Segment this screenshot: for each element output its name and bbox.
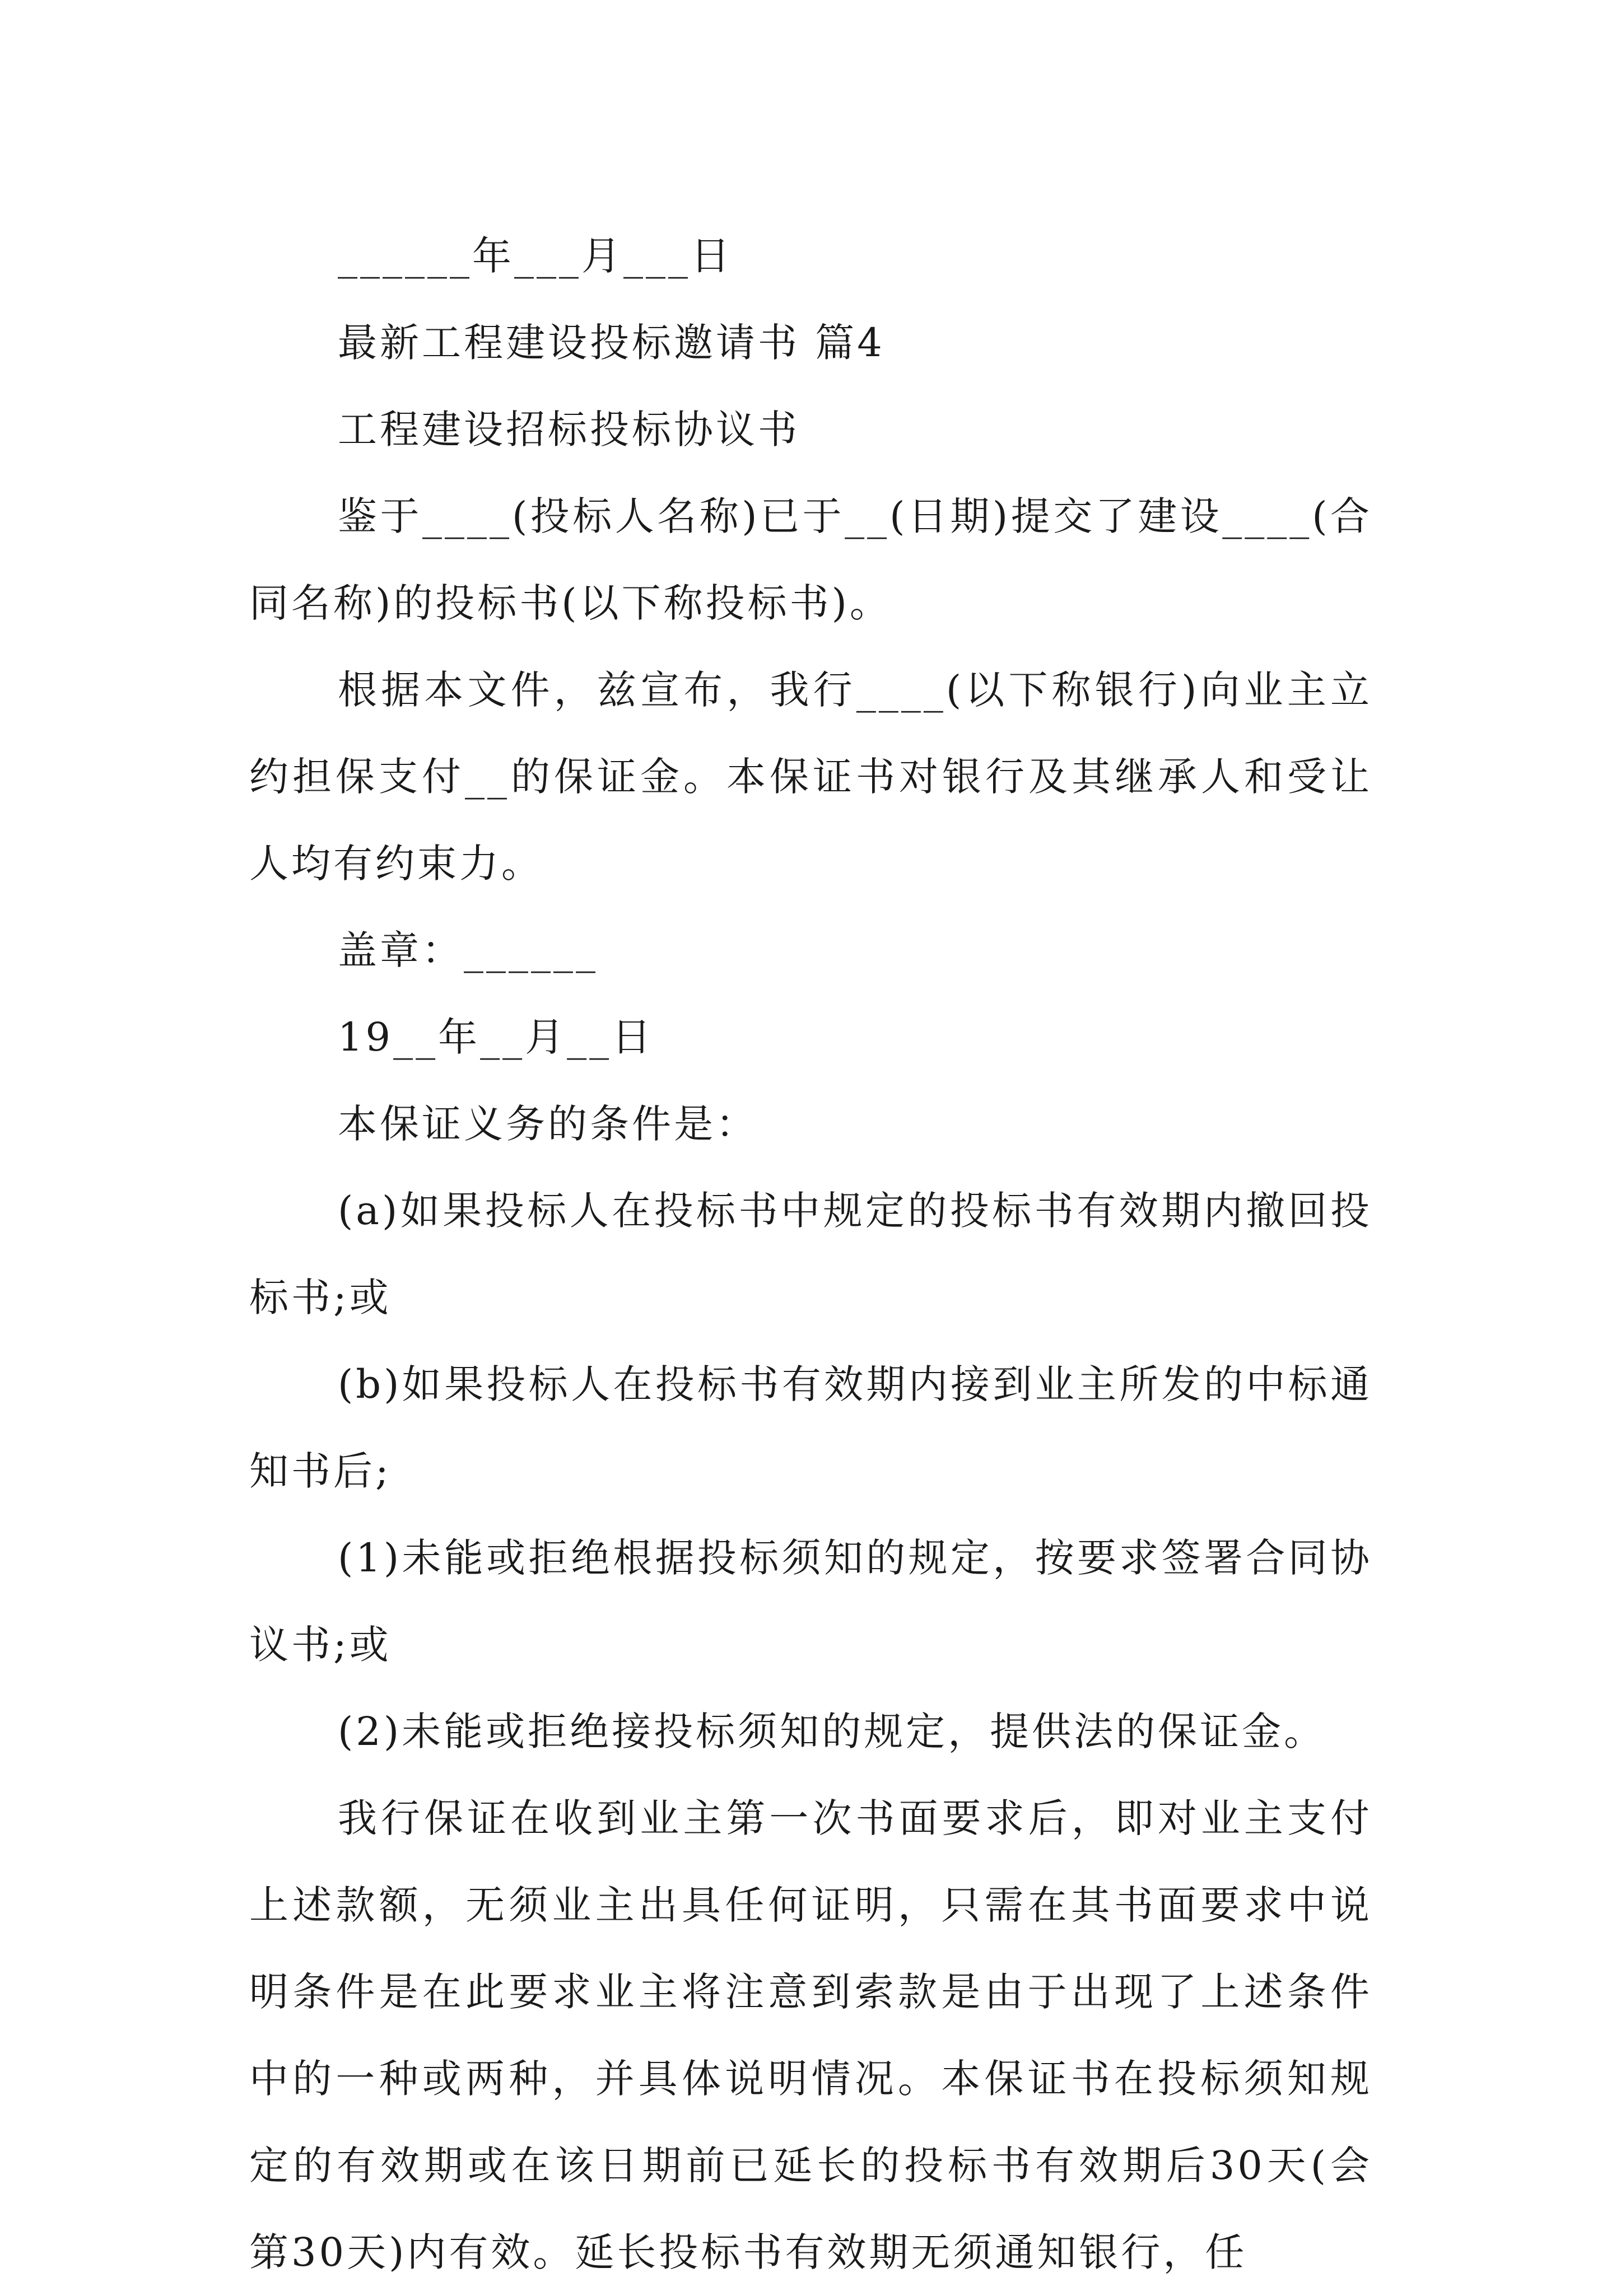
date-line: ______年___月___日 — [338, 233, 733, 279]
condition-2: (2)未能或拒绝接投标须知的规定，提供法的保证金。 — [338, 1709, 1326, 1754]
condition-1: (1)未能或拒绝根据投标须知的规定，按要求签署合同协议书;或 — [249, 1535, 1372, 1668]
conditions-intro: 本保证义务的条件是： — [338, 1101, 758, 1147]
paragraph-guarantee: 我行保证在收到业主第一次书面要求后，即对业主支付上述款额，无须业主出具任何证明，只需在其书面要求中说明条件是在此要求业主将注意到索款是由于出现了上述条件中的一种或两种，并具体说明情况。本保证书在投标须知规定的有效期或在该日期前已延长的投标书有效期后30天(会第30天)内有效。延长投标书有效期无须通知银行，任 — [249, 1795, 1372, 2275]
condition-b: (b)如果投标人在投标书有效期内接到业主所发的中标通知书后; — [249, 1361, 1372, 1494]
seal-line: 盖章：______ — [338, 927, 598, 973]
condition-a: (a)如果投标人在投标书中规定的投标书有效期内撤回投标书;或 — [249, 1188, 1372, 1320]
paragraph-whereas: 鉴于____(投标人名称)已于__(日期)提交了建设____(合同名称)的投标书(以下称投标书)。 — [249, 493, 1372, 626]
section-title: 最新工程建设投标邀请书 篇4 — [338, 320, 885, 366]
document-page — [249, 213, 1372, 2296]
paragraph-declaration: 根据本文件，兹宣布，我行____(以下称银行)向业主立约担保支付__的保证金。本保证书对银行及其继承人和受让人均有约束力。 — [249, 667, 1372, 886]
document-title: 工程建设招标投标协议书 — [338, 407, 800, 452]
date-line-2: 19__年__月__日 — [338, 1014, 654, 1060]
